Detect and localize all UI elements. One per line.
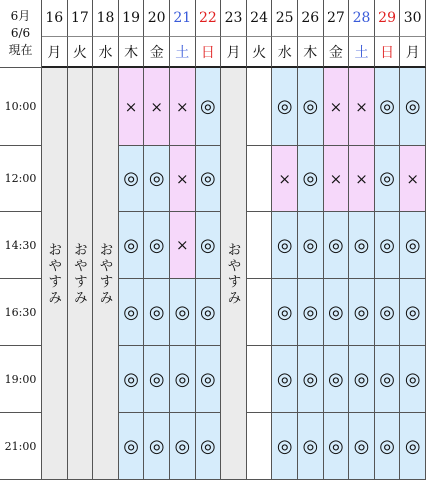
available-slot[interactable]: ◎ [272,279,298,346]
time-label: 19:00 [0,346,42,413]
time-label: 16:30 [0,279,42,346]
time-label: 21:00 [0,413,42,480]
available-slot[interactable]: ◎ [272,68,298,146]
available-slot[interactable]: ◎ [400,279,426,346]
full-slot: × [324,146,350,212]
available-slot[interactable]: ◎ [144,346,170,413]
available-slot[interactable]: ◎ [170,346,196,413]
full-slot: × [170,212,196,279]
available-slot[interactable]: ◎ [119,413,145,480]
available-slot[interactable]: ◎ [144,212,170,279]
available-slot[interactable]: ◎ [170,413,196,480]
closed-day-column: おやすみ [93,68,119,480]
full-slot: × [170,68,196,146]
day-of-week-18: 水 [93,37,119,68]
available-slot[interactable]: ◎ [375,413,401,480]
available-slot[interactable]: ◎ [196,346,222,413]
available-slot[interactable]: ◎ [375,212,401,279]
day-date-18: 18 [93,0,119,37]
available-slot[interactable]: ◎ [298,279,324,346]
empty-slot [247,279,273,346]
available-slot[interactable]: ◎ [400,68,426,146]
available-slot[interactable]: ◎ [119,346,145,413]
day-of-week-19: 木 [119,37,145,68]
day-date-24: 24 [247,0,273,37]
day-date-30: 30 [400,0,426,37]
available-slot[interactable]: ◎ [119,212,145,279]
available-slot[interactable]: ◎ [272,413,298,480]
available-slot[interactable]: ◎ [170,279,196,346]
available-slot[interactable]: ◎ [400,413,426,480]
time-label: 12:00 [0,146,42,212]
day-of-week-25: 水 [272,37,298,68]
full-slot: × [119,68,145,146]
available-slot[interactable]: ◎ [298,212,324,279]
available-slot[interactable]: ◎ [400,346,426,413]
available-slot[interactable]: ◎ [349,346,375,413]
day-date-27: 27 [324,0,350,37]
available-slot[interactable]: ◎ [324,212,350,279]
day-of-week-20: 金 [144,37,170,68]
closed-day-column: おやすみ [68,68,94,480]
day-of-week-30: 月 [400,37,426,68]
empty-slot [247,68,273,146]
day-of-week-27: 金 [324,37,350,68]
available-slot[interactable]: ◎ [119,146,145,212]
full-slot: × [324,68,350,146]
available-slot[interactable]: ◎ [349,212,375,279]
available-slot[interactable]: ◎ [324,413,350,480]
available-slot[interactable]: ◎ [196,146,222,212]
available-slot[interactable]: ◎ [324,346,350,413]
time-label: 14:30 [0,212,42,279]
month-header [0,0,42,68]
day-of-week-26: 木 [298,37,324,68]
full-slot: × [144,68,170,146]
as-of-label: 現在 [8,43,33,57]
available-slot[interactable]: ◎ [349,279,375,346]
month-label: 6月 [10,9,31,23]
day-of-week-23: 月 [221,37,247,68]
empty-slot [247,413,273,480]
day-date-22: 22 [196,0,222,37]
full-slot: × [349,146,375,212]
available-slot[interactable]: ◎ [144,146,170,212]
empty-slot [247,346,273,413]
available-slot[interactable]: ◎ [298,146,324,212]
available-slot[interactable]: ◎ [349,413,375,480]
full-slot: × [272,146,298,212]
available-slot[interactable]: ◎ [298,346,324,413]
available-slot[interactable]: ◎ [144,413,170,480]
day-date-29: 29 [375,0,401,37]
day-of-week-16: 月 [42,37,68,68]
closed-day-column: おやすみ [221,68,247,480]
available-slot[interactable]: ◎ [196,212,222,279]
available-slot[interactable]: ◎ [196,279,222,346]
day-of-week-24: 火 [247,37,273,68]
full-slot: × [400,146,426,212]
available-slot[interactable]: ◎ [272,212,298,279]
available-slot[interactable]: ◎ [375,146,401,212]
day-date-28: 28 [349,0,375,37]
available-slot[interactable]: ◎ [272,346,298,413]
time-label: 10:00 [0,68,42,146]
empty-slot [247,212,273,279]
day-of-week-29: 日 [375,37,401,68]
day-date-23: 23 [221,0,247,37]
closed-day-column: おやすみ [42,68,68,480]
day-of-week-21: 土 [170,37,196,68]
available-slot[interactable]: ◎ [298,68,324,146]
available-slot[interactable]: ◎ [196,413,222,480]
day-date-25: 25 [272,0,298,37]
full-slot: × [349,68,375,146]
day-date-17: 17 [68,0,94,37]
available-slot[interactable]: ◎ [400,212,426,279]
day-of-week-17: 火 [68,37,94,68]
empty-slot [247,146,273,212]
full-slot: × [170,146,196,212]
available-slot[interactable]: ◎ [375,68,401,146]
available-slot[interactable]: ◎ [324,279,350,346]
day-of-week-28: 土 [349,37,375,68]
day-of-week-22: 日 [196,37,222,68]
day-date-21: 21 [170,0,196,37]
day-date-26: 26 [298,0,324,37]
available-slot[interactable]: ◎ [196,68,222,146]
as-of-date: 6/6 [10,26,31,40]
available-slot[interactable]: ◎ [119,279,145,346]
day-date-16: 16 [42,0,68,37]
available-slot[interactable]: ◎ [298,413,324,480]
available-slot[interactable]: ◎ [375,346,401,413]
day-date-20: 20 [144,0,170,37]
available-slot[interactable]: ◎ [375,279,401,346]
available-slot[interactable]: ◎ [144,279,170,346]
day-date-19: 19 [119,0,145,37]
